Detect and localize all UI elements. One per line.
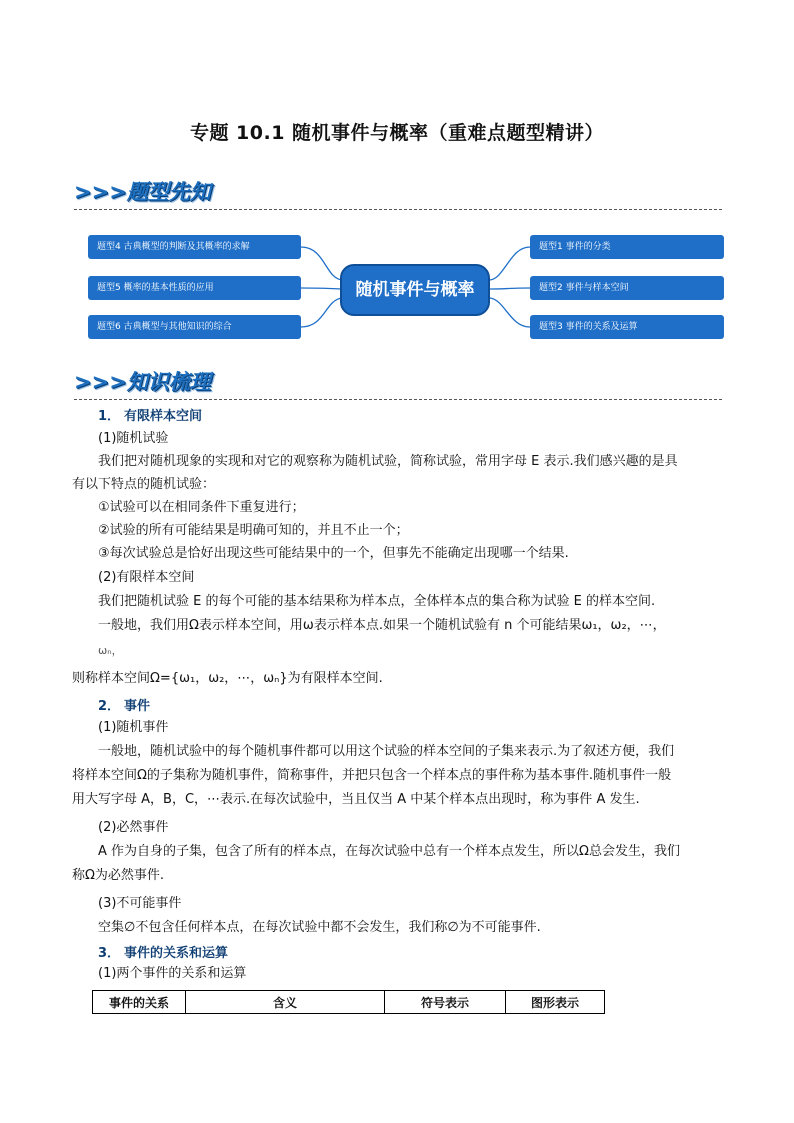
mindmap-node-type3: 题型3 事件的关系及运算 [530, 315, 724, 339]
paragraph: (1)两个事件的关系和运算 [98, 966, 247, 981]
table-row [93, 991, 605, 1014]
paragraph: 有以下特点的随机试验： [72, 477, 216, 492]
table-header-cell: 含义 [186, 991, 385, 1014]
list-item: ②试验的所有可能结果是明确可知的，并且不止一个； [98, 523, 409, 538]
paragraph: ωₙ， [98, 644, 123, 657]
table-header-cell: 图形表示 [506, 991, 605, 1014]
mindmap-node-type2: 题型2 事件与样本空间 [530, 276, 724, 300]
connector-left-1 [301, 247, 342, 280]
paragraph: (1)随机试验 [98, 431, 169, 446]
paragraph: 一般地，随机试验中的每个随机事件都可以用这个试验的样本空间的子集来表示.为了叙述方便，我们 [98, 744, 675, 759]
table-header-cell: 符号表示 [385, 991, 506, 1014]
paragraph: 则称样本空间Ω={ω₁，ω₂，⋯，ωₙ}为有限样本空间. [72, 671, 383, 686]
paragraph: 空集∅不包含任何样本点，在每次试验中都不会发生，我们称∅为不可能事件. [98, 920, 541, 935]
event-relation-table [92, 990, 605, 1014]
divider [74, 399, 722, 400]
paragraph: (2)必然事件 [98, 820, 169, 835]
paragraph: A 作为自身的子集，包含了所有的样本点，在每次试验中总有一个样本点发生，所以Ω总会发生，我们 [98, 844, 680, 859]
mindmap-center: 随机事件与概率 [340, 264, 490, 316]
list-item: ③每次试验总是恰好出现这些可能结果中的一个，但事先不能确定出现哪一个结果. [98, 546, 569, 561]
connector-right-2 [490, 288, 530, 289]
mindmap-node-type4: 题型4 古典概型的判断及其概率的求解 [88, 235, 301, 259]
mindmap-node-type1: 题型1 事件的分类 [530, 235, 724, 259]
connector-left-2 [301, 288, 342, 289]
heading-event-relations: 3． 事件的关系和运算 [98, 946, 229, 961]
connector-right-3 [490, 298, 530, 327]
page-title: 专题 10.1 随机事件与概率（重难点题型精讲） [189, 122, 605, 144]
paragraph: 称Ω为必然事件. [72, 868, 165, 883]
mindmap-node-type5: 题型5 概率的基本性质的应用 [88, 276, 301, 300]
paragraph: (3)不可能事件 [98, 896, 182, 911]
heading-events: 2． 事件 [98, 699, 151, 714]
connector-left-3 [301, 298, 342, 327]
paragraph: 我们把对随机现象的实现和对它的观察称为随机试验，简称试验，常用字母 E 表示.我们感兴趣的是具 [98, 454, 678, 469]
paragraph: (1)随机事件 [98, 720, 169, 735]
heading-finite-sample-space: 1． 有限样本空间 [98, 409, 203, 424]
paragraph: 用大写字母 A，B，C，⋯表示.在每次试验中，当且仅当 A 中某个样本点出现时，称为事件 A 发生. [72, 792, 640, 807]
paragraph: 一般地，我们用Ω表示样本空间，用ω表示样本点.如果一个随机试验有 n 个可能结果ω₁，ω₂，⋯， [98, 618, 666, 633]
connector-right-1 [490, 247, 530, 280]
mindmap-node-type6: 题型6 古典概型与其他知识的综合 [88, 315, 301, 339]
section-heading-label: >>>知识梳理 [74, 370, 211, 394]
section-heading-2 [74, 366, 722, 400]
paragraph: (2)有限样本空间 [98, 570, 195, 585]
table-header-cell: 事件的关系 [93, 991, 186, 1014]
paragraph: 我们把随机试验 E 的每个可能的基本结果称为样本点，全体样本点的集合称为试验 E 的样本空间. [98, 594, 656, 609]
list-item: ①试验可以在相同条件下重复进行； [98, 500, 305, 515]
section-heading-label: >>>题型先知 [74, 180, 211, 204]
paragraph: 将样本空间Ω的子集称为随机事件，简称事件，并把只包含一个样本点的事件称为基本事件.随机事件一般 [72, 768, 672, 783]
